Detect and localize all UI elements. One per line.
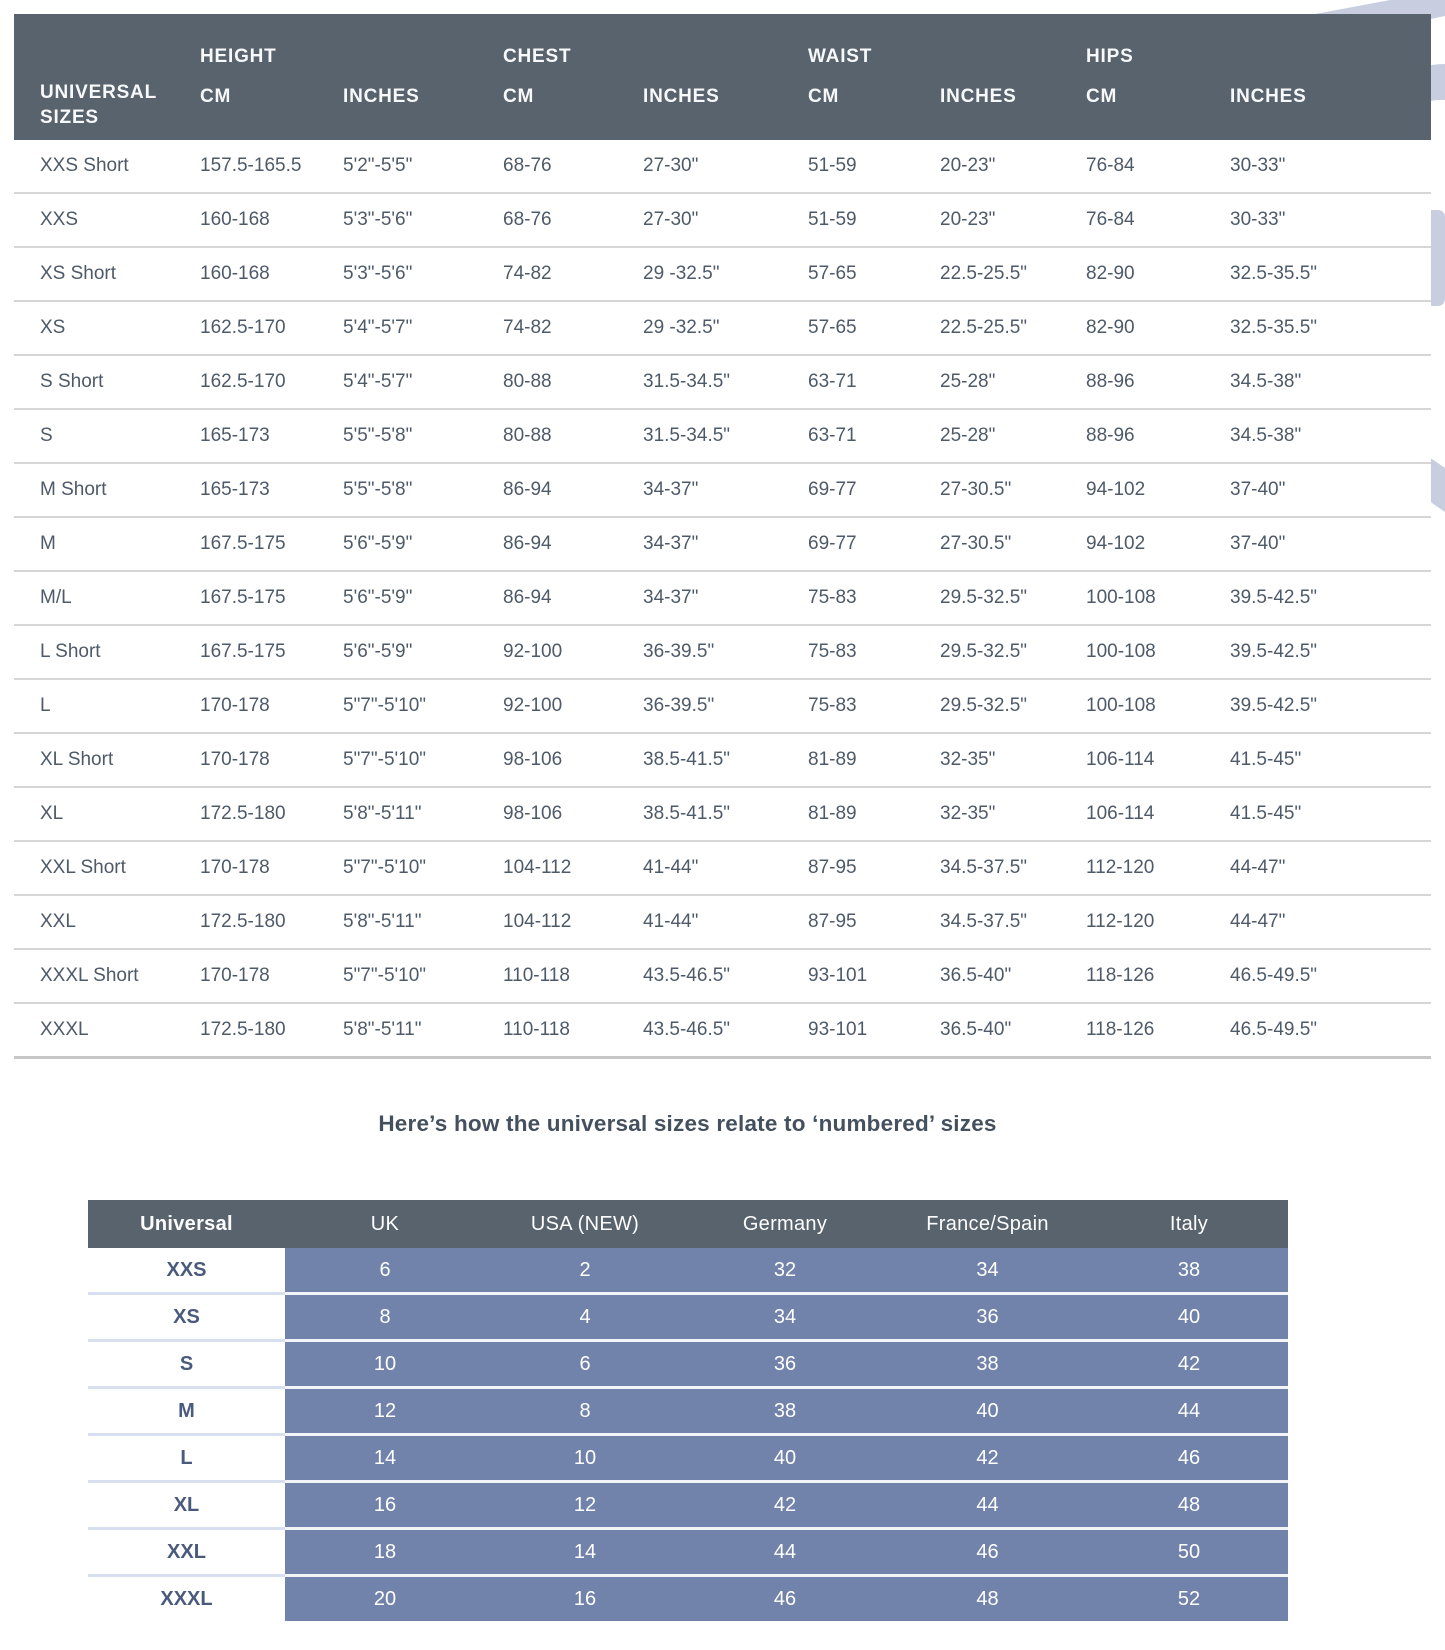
size-label-cell: L bbox=[14, 679, 174, 733]
measurement-cell: 32.5-35.5" bbox=[1204, 301, 1431, 355]
measurement-cell: 51-59 bbox=[782, 140, 914, 193]
size-label-cell: XXS Short bbox=[14, 140, 174, 193]
unit-header-waist-cm: CM bbox=[782, 80, 914, 140]
numbered-size-cell: 38 bbox=[685, 1388, 885, 1435]
measurement-cell: 88-96 bbox=[1060, 409, 1204, 463]
measurement-cell: 34.5-38" bbox=[1204, 355, 1431, 409]
measurement-cell: 104-112 bbox=[477, 895, 617, 949]
measurement-cell: 98-106 bbox=[477, 787, 617, 841]
measurement-cell: 27-30.5" bbox=[914, 463, 1060, 517]
table-row bbox=[14, 679, 1431, 733]
numbered-size-cell: 8 bbox=[285, 1294, 485, 1341]
size-table-body bbox=[14, 140, 1431, 1058]
measurement-cell: 63-71 bbox=[782, 409, 914, 463]
page-content bbox=[0, 14, 1445, 1621]
measurement-cell: 5'3"-5'6" bbox=[317, 247, 477, 301]
numbered-size-cell: 42 bbox=[885, 1435, 1090, 1482]
measurement-cell: 94-102 bbox=[1060, 463, 1204, 517]
measurement-cell: 5"7"-5'10" bbox=[317, 679, 477, 733]
measurement-cell: 75-83 bbox=[782, 571, 914, 625]
measurement-cell: 41.5-45" bbox=[1204, 733, 1431, 787]
table-row bbox=[14, 949, 1431, 1003]
measurement-cell: 41-44" bbox=[617, 895, 782, 949]
table-row bbox=[88, 1388, 1288, 1435]
numbered-size-cell: 48 bbox=[885, 1576, 1090, 1622]
measurement-cell: 32.5-35.5" bbox=[1204, 247, 1431, 301]
measurement-cell: 157.5-165.5 bbox=[174, 140, 317, 193]
measurement-cell: 34.5-38" bbox=[1204, 409, 1431, 463]
measurement-cell: 36-39.5" bbox=[617, 625, 782, 679]
measurement-cell: 29.5-32.5" bbox=[914, 679, 1060, 733]
measurement-cell: 170-178 bbox=[174, 841, 317, 895]
measurement-cell: 82-90 bbox=[1060, 301, 1204, 355]
measurement-cell: 36.5-40" bbox=[914, 949, 1060, 1003]
measurement-cell: 92-100 bbox=[477, 679, 617, 733]
measurement-cell: 5'4"-5'7" bbox=[317, 301, 477, 355]
numbered-size-cell: 8 bbox=[485, 1388, 685, 1435]
unit-header-hips-cm: CM bbox=[1060, 80, 1204, 140]
measurement-cell: 30-33" bbox=[1204, 193, 1431, 247]
table-row bbox=[14, 733, 1431, 787]
numbered-size-cell: 38 bbox=[1090, 1248, 1288, 1294]
measurement-cell: 5"7"-5'10" bbox=[317, 733, 477, 787]
numbered-size-cell: 6 bbox=[285, 1248, 485, 1294]
measurement-cell: 27-30.5" bbox=[914, 517, 1060, 571]
measurement-cell: 167.5-175 bbox=[174, 517, 317, 571]
table-row bbox=[14, 247, 1431, 301]
size-label-cell: XS Short bbox=[14, 247, 174, 301]
size-label-cell: S bbox=[14, 409, 174, 463]
measurement-cell: 80-88 bbox=[477, 355, 617, 409]
measurement-cell: 68-76 bbox=[477, 193, 617, 247]
numbered-size-cell: 36 bbox=[885, 1294, 1090, 1341]
measurement-cell: 25-28" bbox=[914, 409, 1060, 463]
measurement-cell: 172.5-180 bbox=[174, 787, 317, 841]
measurement-cell: 5"7"-5'10" bbox=[317, 949, 477, 1003]
measurement-cell: 63-71 bbox=[782, 355, 914, 409]
size-label-cell: XXL bbox=[14, 895, 174, 949]
numbered-size-cell: 32 bbox=[685, 1248, 885, 1294]
measurement-cell: 37-40" bbox=[1204, 517, 1431, 571]
measurement-cell: 32-35" bbox=[914, 787, 1060, 841]
numbered-size-cell: 16 bbox=[285, 1482, 485, 1529]
table-row bbox=[88, 1435, 1288, 1482]
universal-size-cell: M bbox=[88, 1388, 285, 1435]
numbered-size-cell: 44 bbox=[885, 1482, 1090, 1529]
universal-size-cell: XXS bbox=[88, 1248, 285, 1294]
group-header-chest: CHEST bbox=[477, 14, 782, 80]
universal-size-cell: XXL bbox=[88, 1529, 285, 1576]
conversion-table-header bbox=[88, 1200, 1288, 1248]
measurement-cell: 74-82 bbox=[477, 247, 617, 301]
table-row bbox=[88, 1482, 1288, 1529]
measurement-cell: 93-101 bbox=[782, 1003, 914, 1058]
numbered-size-cell: 42 bbox=[685, 1482, 885, 1529]
universal-size-cell: XXXL bbox=[88, 1576, 285, 1622]
measurement-cell: 29 -32.5" bbox=[617, 301, 782, 355]
size-label-cell: XL Short bbox=[14, 733, 174, 787]
universal-size-cell: L bbox=[88, 1435, 285, 1482]
size-label-cell: XXS bbox=[14, 193, 174, 247]
size-label-cell: XXXL Short bbox=[14, 949, 174, 1003]
measurement-cell: 5"7"-5'10" bbox=[317, 841, 477, 895]
column-header-universal: Universal bbox=[88, 1200, 285, 1248]
measurement-cell: 29.5-32.5" bbox=[914, 625, 1060, 679]
measurement-cell: 25-28" bbox=[914, 355, 1060, 409]
measurement-cell: 88-96 bbox=[1060, 355, 1204, 409]
measurement-cell: 74-82 bbox=[477, 301, 617, 355]
measurement-cell: 112-120 bbox=[1060, 895, 1204, 949]
measurement-cell: 112-120 bbox=[1060, 841, 1204, 895]
measurement-cell: 98-106 bbox=[477, 733, 617, 787]
unit-header-hips-inches: INCHES bbox=[1204, 80, 1431, 140]
measurement-cell: 41.5-45" bbox=[1204, 787, 1431, 841]
measurement-cell: 5'8"-5'11" bbox=[317, 1003, 477, 1058]
measurement-cell: 86-94 bbox=[477, 517, 617, 571]
size-label-cell: S Short bbox=[14, 355, 174, 409]
measurement-cell: 167.5-175 bbox=[174, 571, 317, 625]
table-row bbox=[14, 301, 1431, 355]
measurement-cell: 5'6"-5'9" bbox=[317, 571, 477, 625]
unit-header-waist-inches: INCHES bbox=[914, 80, 1060, 140]
measurement-cell: 82-90 bbox=[1060, 247, 1204, 301]
measurement-cell: 172.5-180 bbox=[174, 895, 317, 949]
numbered-size-cell: 44 bbox=[685, 1529, 885, 1576]
measurement-cell: 165-173 bbox=[174, 409, 317, 463]
measurement-cell: 36-39.5" bbox=[617, 679, 782, 733]
measurement-cell: 110-118 bbox=[477, 1003, 617, 1058]
measurement-cell: 86-94 bbox=[477, 463, 617, 517]
numbered-size-cell: 10 bbox=[485, 1435, 685, 1482]
measurement-cell: 5'3"-5'6" bbox=[317, 193, 477, 247]
measurement-cell: 5'6"-5'9" bbox=[317, 625, 477, 679]
group-header-height: HEIGHT bbox=[174, 14, 477, 80]
measurement-cell: 162.5-170 bbox=[174, 355, 317, 409]
measurement-cell: 37-40" bbox=[1204, 463, 1431, 517]
measurement-cell: 93-101 bbox=[782, 949, 914, 1003]
numbered-size-cell: 4 bbox=[485, 1294, 685, 1341]
measurement-cell: 81-89 bbox=[782, 733, 914, 787]
measurement-cell: 165-173 bbox=[174, 463, 317, 517]
measurement-cell: 5'2"-5'5" bbox=[317, 140, 477, 193]
table-row bbox=[14, 140, 1431, 193]
table-row bbox=[14, 517, 1431, 571]
measurement-cell: 86-94 bbox=[477, 571, 617, 625]
table-row bbox=[88, 1248, 1288, 1294]
size-label-cell: M bbox=[14, 517, 174, 571]
measurement-cell: 38.5-41.5" bbox=[617, 787, 782, 841]
numbered-size-cell: 46 bbox=[685, 1576, 885, 1622]
measurement-cell: 87-95 bbox=[782, 895, 914, 949]
numbered-size-cell: 36 bbox=[685, 1341, 885, 1388]
measurement-cell: 170-178 bbox=[174, 949, 317, 1003]
measurement-cell: 43.5-46.5" bbox=[617, 949, 782, 1003]
numbered-size-cell: 12 bbox=[285, 1388, 485, 1435]
numbered-size-cell: 46 bbox=[885, 1529, 1090, 1576]
measurement-cell: 118-126 bbox=[1060, 1003, 1204, 1058]
measurement-cell: 27-30" bbox=[617, 193, 782, 247]
table-row bbox=[14, 787, 1431, 841]
numbered-size-cell: 50 bbox=[1090, 1529, 1288, 1576]
measurement-cell: 34-37" bbox=[617, 463, 782, 517]
numbered-size-cell: 52 bbox=[1090, 1576, 1288, 1622]
measurement-cell: 87-95 bbox=[782, 841, 914, 895]
numbered-size-cell: 34 bbox=[685, 1294, 885, 1341]
table-row bbox=[14, 1003, 1431, 1058]
measurement-cell: 69-77 bbox=[782, 517, 914, 571]
table-row bbox=[14, 841, 1431, 895]
numbered-size-cell: 46 bbox=[1090, 1435, 1288, 1482]
measurement-cell: 32-35" bbox=[914, 733, 1060, 787]
measurement-cell: 29 -32.5" bbox=[617, 247, 782, 301]
measurement-cell: 170-178 bbox=[174, 733, 317, 787]
numbered-size-cell: 48 bbox=[1090, 1482, 1288, 1529]
numbered-size-cell: 6 bbox=[485, 1341, 685, 1388]
measurement-cell: 118-126 bbox=[1060, 949, 1204, 1003]
universal-size-cell: S bbox=[88, 1341, 285, 1388]
size-label-cell: M Short bbox=[14, 463, 174, 517]
measurement-cell: 100-108 bbox=[1060, 625, 1204, 679]
measurement-cell: 170-178 bbox=[174, 679, 317, 733]
measurement-cell: 31.5-34.5" bbox=[617, 409, 782, 463]
measurement-cell: 20-23" bbox=[914, 193, 1060, 247]
table-row bbox=[14, 463, 1431, 517]
measurement-cell: 51-59 bbox=[782, 193, 914, 247]
size-table-header bbox=[14, 14, 1431, 140]
corner-header-universal-sizes: UNIVERSAL SIZES bbox=[14, 14, 174, 140]
measurement-cell: 20-23" bbox=[914, 140, 1060, 193]
group-header-hips: HIPS bbox=[1060, 14, 1431, 80]
universal-sizes-table bbox=[14, 14, 1431, 1059]
table-row bbox=[14, 895, 1431, 949]
numbered-size-cell: 2 bbox=[485, 1248, 685, 1294]
measurement-cell: 69-77 bbox=[782, 463, 914, 517]
numbered-size-cell: 14 bbox=[485, 1529, 685, 1576]
measurement-cell: 110-118 bbox=[477, 949, 617, 1003]
measurement-cell: 34-37" bbox=[617, 517, 782, 571]
size-label-cell: XL bbox=[14, 787, 174, 841]
table-row bbox=[88, 1576, 1288, 1622]
numbered-sizes-table bbox=[88, 1200, 1288, 1621]
unit-header-height-cm: CM bbox=[174, 80, 317, 140]
table-row bbox=[14, 193, 1431, 247]
measurement-cell: 167.5-175 bbox=[174, 625, 317, 679]
measurement-cell: 5'5"-5'8" bbox=[317, 463, 477, 517]
measurement-cell: 31.5-34.5" bbox=[617, 355, 782, 409]
numbered-size-cell: 40 bbox=[685, 1435, 885, 1482]
measurement-cell: 160-168 bbox=[174, 193, 317, 247]
column-header-germany: Germany bbox=[685, 1200, 885, 1248]
table-row bbox=[14, 355, 1431, 409]
measurement-cell: 75-83 bbox=[782, 625, 914, 679]
numbered-size-cell: 42 bbox=[1090, 1341, 1288, 1388]
unit-header-height-inches: INCHES bbox=[317, 80, 477, 140]
group-header-waist: WAIST bbox=[782, 14, 1060, 80]
size-label-cell: XXXL bbox=[14, 1003, 174, 1058]
measurement-cell: 43.5-46.5" bbox=[617, 1003, 782, 1058]
size-label-cell: XS bbox=[14, 301, 174, 355]
table-row bbox=[14, 625, 1431, 679]
column-header-france-spain: France/Spain bbox=[885, 1200, 1090, 1248]
measurement-cell: 75-83 bbox=[782, 679, 914, 733]
table-row bbox=[88, 1341, 1288, 1388]
measurement-cell: 29.5-32.5" bbox=[914, 571, 1060, 625]
measurement-cell: 39.5-42.5" bbox=[1204, 625, 1431, 679]
size-label-cell: XXL Short bbox=[14, 841, 174, 895]
unit-header-chest-inches: INCHES bbox=[617, 80, 782, 140]
measurement-cell: 46.5-49.5" bbox=[1204, 949, 1431, 1003]
numbered-size-cell: 10 bbox=[285, 1341, 485, 1388]
numbered-size-cell: 16 bbox=[485, 1576, 685, 1622]
universal-size-cell: XS bbox=[88, 1294, 285, 1341]
measurement-cell: 76-84 bbox=[1060, 193, 1204, 247]
measurement-cell: 162.5-170 bbox=[174, 301, 317, 355]
column-header-usa-new: USA (NEW) bbox=[485, 1200, 685, 1248]
measurement-cell: 76-84 bbox=[1060, 140, 1204, 193]
numbered-size-cell: 44 bbox=[1090, 1388, 1288, 1435]
measurement-cell: 36.5-40" bbox=[914, 1003, 1060, 1058]
table-row bbox=[14, 571, 1431, 625]
numbered-size-cell: 34 bbox=[885, 1248, 1090, 1294]
conversion-table-body bbox=[88, 1248, 1288, 1621]
measurement-cell: 41-44" bbox=[617, 841, 782, 895]
measurement-cell: 80-88 bbox=[477, 409, 617, 463]
measurement-cell: 57-65 bbox=[782, 301, 914, 355]
size-label-cell: M/L bbox=[14, 571, 174, 625]
numbered-size-cell: 12 bbox=[485, 1482, 685, 1529]
measurement-cell: 46.5-49.5" bbox=[1204, 1003, 1431, 1058]
measurement-cell: 160-168 bbox=[174, 247, 317, 301]
measurement-cell: 38.5-41.5" bbox=[617, 733, 782, 787]
measurement-cell: 172.5-180 bbox=[174, 1003, 317, 1058]
table-row bbox=[88, 1294, 1288, 1341]
universal-size-cell: XL bbox=[88, 1482, 285, 1529]
conversion-heading: Here’s how the universal sizes relate to ‘numbered’ sizes bbox=[378, 1111, 997, 1136]
measurement-cell: 100-108 bbox=[1060, 679, 1204, 733]
measurement-cell: 5'6"-5'9" bbox=[317, 517, 477, 571]
measurement-cell: 44-47" bbox=[1204, 841, 1431, 895]
measurement-cell: 27-30" bbox=[617, 140, 782, 193]
measurement-cell: 5'8"-5'11" bbox=[317, 895, 477, 949]
measurement-cell: 81-89 bbox=[782, 787, 914, 841]
measurement-cell: 92-100 bbox=[477, 625, 617, 679]
measurement-cell: 39.5-42.5" bbox=[1204, 571, 1431, 625]
table-row bbox=[88, 1529, 1288, 1576]
numbered-size-cell: 38 bbox=[885, 1341, 1090, 1388]
measurement-cell: 57-65 bbox=[782, 247, 914, 301]
table-row bbox=[14, 409, 1431, 463]
measurement-cell: 22.5-25.5" bbox=[914, 247, 1060, 301]
measurement-cell: 34.5-37.5" bbox=[914, 841, 1060, 895]
unit-header-chest-cm: CM bbox=[477, 80, 617, 140]
measurement-cell: 5'8"-5'11" bbox=[317, 787, 477, 841]
measurement-cell: 94-102 bbox=[1060, 517, 1204, 571]
measurement-cell: 68-76 bbox=[477, 140, 617, 193]
measurement-cell: 22.5-25.5" bbox=[914, 301, 1060, 355]
measurement-cell: 5'4"-5'7" bbox=[317, 355, 477, 409]
column-header-italy: Italy bbox=[1090, 1200, 1288, 1248]
measurement-cell: 34-37" bbox=[617, 571, 782, 625]
measurement-cell: 34.5-37.5" bbox=[914, 895, 1060, 949]
numbered-size-cell: 40 bbox=[1090, 1294, 1288, 1341]
measurement-cell: 104-112 bbox=[477, 841, 617, 895]
numbered-size-cell: 14 bbox=[285, 1435, 485, 1482]
measurement-cell: 44-47" bbox=[1204, 895, 1431, 949]
numbered-size-cell: 40 bbox=[885, 1388, 1090, 1435]
measurement-cell: 106-114 bbox=[1060, 787, 1204, 841]
numbered-size-cell: 20 bbox=[285, 1576, 485, 1622]
column-header-uk: UK bbox=[285, 1200, 485, 1248]
measurement-cell: 30-33" bbox=[1204, 140, 1431, 193]
size-label-cell: L Short bbox=[14, 625, 174, 679]
measurement-cell: 100-108 bbox=[1060, 571, 1204, 625]
measurement-cell: 39.5-42.5" bbox=[1204, 679, 1431, 733]
numbered-size-cell: 18 bbox=[285, 1529, 485, 1576]
measurement-cell: 5'5"-5'8" bbox=[317, 409, 477, 463]
measurement-cell: 106-114 bbox=[1060, 733, 1204, 787]
